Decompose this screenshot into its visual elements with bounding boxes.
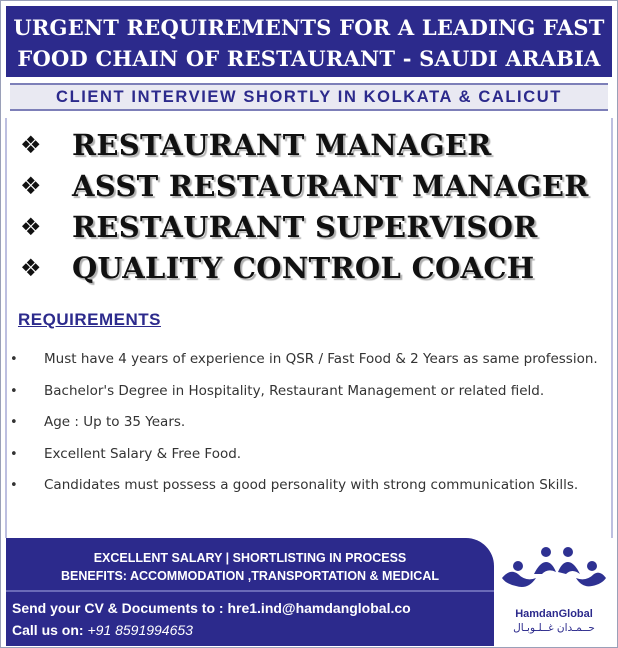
benefits-line-1: EXCELLENT SALARY | SHORTLISTING IN PROCESS <box>93 551 407 565</box>
requirement-item <box>10 376 606 408</box>
requirement-item <box>10 439 606 471</box>
requirement-item <box>10 470 606 502</box>
diamond-bullet-icon: ❖ <box>20 130 42 159</box>
diamond-bullet-icon: ❖ <box>20 171 42 200</box>
interview-banner: CLIENT INTERVIEW SHORTLY IN KOLKATA & CALICUT <box>10 83 608 111</box>
requirement-item <box>10 407 606 439</box>
call-label: Call us on: <box>12 622 88 638</box>
diamond-bullet-icon: ❖ <box>20 253 42 282</box>
requirements-list <box>10 344 606 502</box>
requirements-heading: REQUIREMENTS <box>18 310 161 329</box>
header-title-line1: URGENT REQUIREMENTS FOR A LEADING FAST <box>13 15 605 40</box>
contact-block <box>12 597 411 641</box>
requirement-text: Must have 4 years of experience in QSR / Fast Food & 2 Years as same profession. <box>44 351 598 367</box>
bullet-icon: • <box>10 352 18 367</box>
footer-banner <box>6 538 494 646</box>
bullet-icon: • <box>10 383 18 399</box>
requirement-item <box>10 344 606 376</box>
diamond-bullet-icon: ❖ <box>20 212 42 241</box>
requirement-text: Candidates must possess a good personality with strong communication Skills. <box>44 477 579 493</box>
left-divider <box>5 118 7 538</box>
header-title-line2: FOOD CHAIN OF RESTAURANT - SAUDI ARABIA <box>17 46 601 71</box>
hamdan-global-logo <box>496 538 612 646</box>
people-circle-logo-icon <box>496 538 612 608</box>
benefits-block <box>6 549 494 585</box>
position-title: RESTAURANT SUPERVISOR <box>72 209 538 244</box>
position-title: QUALITY CONTROL COACH <box>72 250 535 285</box>
requirement-text: Excellent Salary & Free Food. <box>44 445 242 462</box>
footer-divider <box>6 590 494 592</box>
position-item <box>16 206 606 247</box>
position-item <box>16 124 606 165</box>
bullet-icon: • <box>10 415 18 430</box>
phone-number[interactable]: +91 8591994653 <box>87 622 193 638</box>
position-item <box>16 165 606 206</box>
send-cv-text[interactable]: Send your CV & Documents to : hre1.ind@hamdanglobal.co <box>12 600 411 616</box>
position-item <box>16 247 606 288</box>
header-banner <box>6 6 612 77</box>
bullet-icon: • <box>10 446 18 462</box>
requirement-text: Bachelor's Degree in Hospitality, Restaurant Management or related field. <box>44 382 545 399</box>
logo-name-arabic: حــمـدان غــلـوبـال <box>513 622 595 634</box>
positions-list <box>16 124 606 288</box>
call-line <box>12 619 411 641</box>
logo-name-english: HamdanGlobal <box>515 608 593 620</box>
requirement-text: Age : Up to 35 Years. <box>44 414 186 430</box>
bullet-icon: • <box>10 478 18 493</box>
position-title: ASST RESTAURANT MANAGER <box>72 168 589 203</box>
position-title: RESTAURANT MANAGER <box>72 127 492 162</box>
benefits-line-2: BENEFITS: ACCOMMODATION ,TRANSPORTATION & MEDICAL <box>61 569 439 583</box>
right-divider <box>611 118 613 538</box>
